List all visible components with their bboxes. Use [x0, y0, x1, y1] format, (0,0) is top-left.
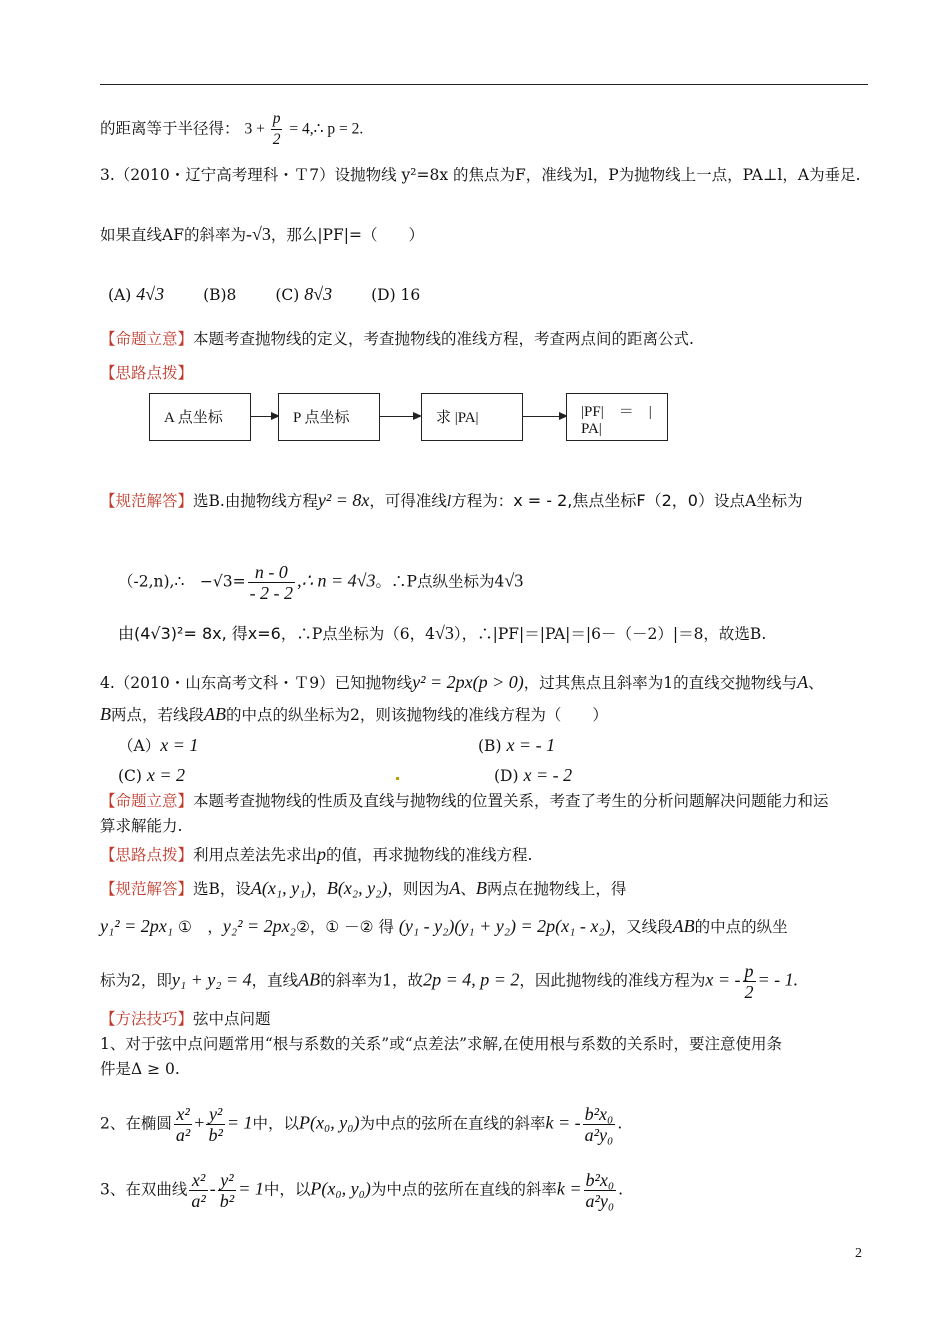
intent-tag: 【命题立意】: [100, 792, 194, 810]
q4-solution-3: 标为2，即y₁ + y₂ = 4，直线AB的斜率为1，故2p = 4, p = 2，因此抛物线的准线方程为x = - $\frac{p}{2}$ = - 1.: [100, 961, 799, 1002]
q3-solution-2: （-2,n),∴ −√3= $\frac{n - 0}{- 2 - 2}$ ,∴ n = 4√3。∴P点纵坐标为4√3: [118, 562, 524, 603]
q4-solution-1: 【规范解答】选B，设A(x₁, y₁)，B(x₂, y₂)，则因为A、B两点在抛物线上，得: [100, 878, 627, 898]
method-p2: 2、在椭圆 $\frac{\text{x²}}{\text{a²}}$ + $\frac{\text{y²}}{\text{b²}}$ = 1中，以P(x₀, y₀)为中点的弦所在直线的斜率k = - $\frac{\text{b²x₀}}{\text{a²y₀}}$ .: [100, 1104, 623, 1145]
flow-box-pa: 求 |PA|: [421, 393, 523, 441]
fraction: $\frac{p}{2}$: [744, 961, 754, 1002]
q3-hint: [100, 362, 193, 384]
fraction: $\frac{\text{x²}}{\text{a²}}$: [191, 1170, 206, 1211]
q4-intent-2: 算求解能力.: [100, 817, 183, 835]
flow-box-pf: |PF| ＝ | PA|: [566, 393, 668, 441]
flow-box-p: P 点坐标: [278, 393, 380, 441]
hint-tag: 【思路点拨】: [100, 846, 194, 864]
hint-tag: 【思路点拨】: [100, 364, 194, 382]
q3-stem: 3.（2010・辽宁高考理科・Ｔ7）设抛物线 y²=8x 的焦点为F，准线为l，P为抛物线上一点，PA⊥l，A为垂足.: [100, 166, 861, 184]
q4-intent: 【命题立意】本题考查抛物线的性质及直线与抛物线的位置关系，考查了考生的分析问题解决问题能力和运: [100, 792, 829, 810]
flow-box-a: A 点坐标: [149, 393, 251, 441]
method-tag: 【方法技巧】: [100, 1010, 194, 1028]
fraction: $\frac{\text{b²x₀}}{\text{a²y₀}}$: [585, 1170, 615, 1211]
fraction: $\frac{\text{y²}}{\text{b²}}$: [208, 1104, 223, 1145]
q4-solution-2: y₁² = 2px₁ ① ，y₂² = 2px₂②，① －② 得 (y₁ - y₂)(y₁ + y₂) = 2p(x₁ - x₂)，又线段AB的中点的纵坐: [100, 916, 788, 936]
fraction: $\frac{\text{b²x₀}}{\text{a²y₀}}$: [584, 1104, 614, 1145]
q3-solution-3: 由(4√3)²= 8x, 得x=6，∴P点坐标为（6，4√3），∴|PF|＝|PA|＝|6－（－2）|＝8，故选B.: [118, 623, 767, 643]
method-p3: 3、在双曲线 $\frac{\text{x²}}{\text{a²}}$ - $\frac{\text{y²}}{\text{b²}}$ = 1中，以P(x₀, y₀)为中点的弦所在直线的斜率k = $\frac{\text{b²x₀}}{\text{a²y₀}}$ .: [100, 1170, 624, 1211]
flow-arrow: [522, 416, 566, 417]
intent-tag: 【命题立意】: [100, 330, 194, 348]
flow-arrow: [380, 416, 420, 417]
q3-solution-1: 【规范解答】选B.由抛物线方程y² = 8x，可得准线l方程为：x = - 2,焦点坐标F（2，0）设点A坐标为: [100, 490, 803, 510]
fraction: $\frac{n - 0}{- 2 - 2}$: [249, 562, 294, 603]
solution-tag: 【规范解答】: [100, 492, 194, 510]
flow-arrow: [250, 416, 278, 417]
fraction: $\frac{p}{2}$: [272, 110, 281, 148]
q4-option-d: (D) x = - 2: [494, 765, 573, 785]
q4-hint: 【思路点拨】利用点差法先求出p的值，再求抛物线的准线方程.: [100, 844, 533, 864]
q4-stem: 4.（2010・山东高考文科・Ｔ9）已知抛物线y² = 2px(p > 0)，过其焦点且斜率为1的直线交抛物线与A、: [100, 672, 824, 692]
fraction: $\frac{\text{y²}}{\text{b²}}$: [219, 1170, 235, 1211]
q3-stem-2: 如果直线AF的斜率为-√3，那么|PF|=（ ）: [100, 224, 424, 244]
method-p1b: 件是Δ ≥ 0.: [100, 1060, 180, 1078]
q3-options: (A) 4√3 (B)8 (C) 8√3 (D) 16: [108, 284, 421, 304]
q3-intent: 【命题立意】本题考查抛物线的定义，考查抛物线的准线方程，考查两点间的距离公式.: [100, 330, 694, 348]
page-number: 2: [855, 1246, 862, 1261]
q4-option-a: （A）x = 1: [118, 735, 199, 755]
q4-option-b: (B) x = - 1: [478, 735, 556, 755]
header-rule: [100, 84, 868, 85]
speck: [396, 777, 399, 780]
solution-tag: 【规范解答】: [100, 880, 194, 898]
q4-stem-2: B两点，若线段AB的中点的纵坐标为2，则该抛物线的准线方程为（ ）: [100, 704, 608, 724]
method-p1: 1、对于弦中点问题常用“根与系数的关系”或“点差法”求解,在使用根与系数的关系时，要注意使用条: [100, 1035, 782, 1053]
prev-solution-line: 的距离等于半径得： 3 + $\frac{p}{2}$ = 4,∴ p = 2.: [100, 110, 364, 148]
method-heading: 【方法技巧】弦中点问题: [100, 1010, 271, 1028]
q4-option-c: (C) x = 2: [118, 765, 186, 785]
fraction: $\frac{\text{x²}}{\text{a²}}$: [175, 1104, 191, 1145]
